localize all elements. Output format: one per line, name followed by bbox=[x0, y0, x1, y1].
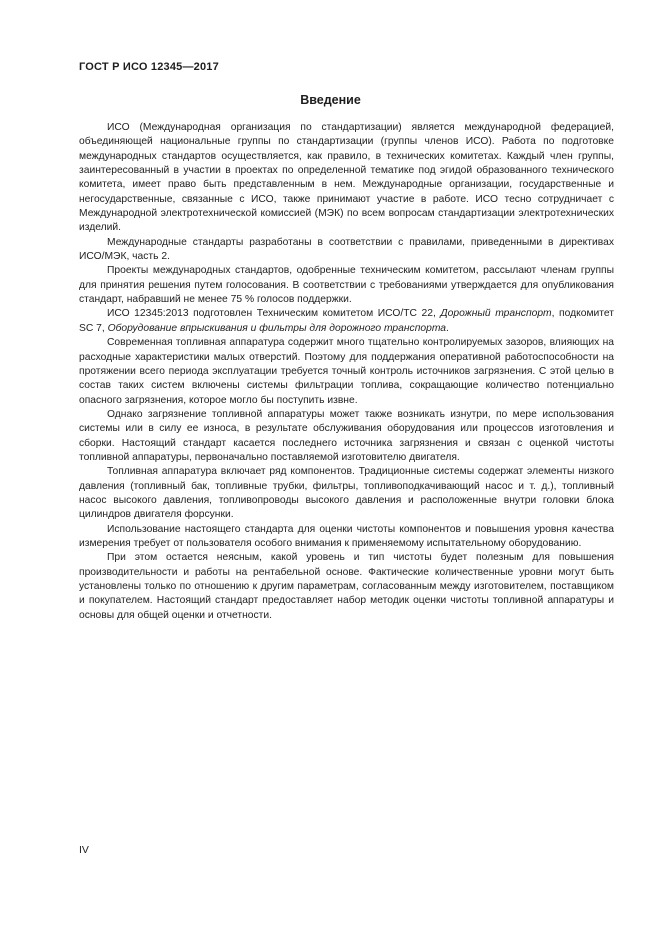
paragraph-committee bbox=[79, 307, 614, 336]
paragraph-voting: Проекты международных стандартов, одобренные техническим комитетом, рассылают членам группы для принятия решения путем голосования. В соответствии с требованиями утверждается для опубликования стандарт, набравший не менее 75 % голосов поддержки. bbox=[79, 265, 614, 306]
subcommittee-name: Оборудование впрыскивания и фильтры для дорожного транспорта bbox=[107, 322, 447, 334]
document-header-code: ГОСТ Р ИСО 12345—2017 bbox=[79, 61, 219, 73]
paragraph-cleanliness-levels: При этом остается неясным, какой уровень и тип чистоты будет полезным для повышения производительности и работы на рентабельной основе. Фактические количественные уровни могут быть установлены только по отношению к другим параметрам, согласованным между изготовителем, поставщиком и покупателем. Настоящий стандарт предоставляет набор методик оценки чистоты топливной аппаратуры и основы для общей оценки и отчетности. bbox=[79, 552, 614, 621]
committee-text-2: , подкомитет SC 7, bbox=[79, 308, 615, 334]
paragraph-iso-overview: ИСО (Международная организация по стандартизации) является международной федерацией, объединяющей национальные группы по стандартизации (группы членов ИСО). Работа по подготовке международных стандартов осуществляется, как правило, в технических комитетах. Каждый член группы, заинтересованный в участии в проектах по определенной тематике под эгидой образованного технического комитета, имеет право быть представленным в нем. Международные организации, государственные и негосударственные, связанные с ИСО, также принимают участие в работе. ИСО тесно сотрудничает с Международной электротехнической комиссией (МЭК) по всем вопросам стандартизации электротехнических изделий. bbox=[79, 122, 614, 234]
committee-text-3: . bbox=[446, 322, 449, 334]
paragraph-internal-contamination: Однако загрязнение топливной аппаратуры может также возникать изнутри, по мере использования системы или в силу ее износа, в результате обслуживания оборудования или процессов изготовления и сборки. Настоящий стандарт касается последнего источника загрязнения и связан с оценкой чистоты топливной аппаратуры, первоначально поставляемой изготовителю двигателя. bbox=[79, 408, 614, 463]
introduction-body bbox=[79, 121, 614, 623]
paragraph-fuel-equipment: Современная топливная аппаратура содержит много тщательно контролируемых зазоров, влияющих на расходные характеристики малых отверстий. Поэтому для поддержания оперативной работоспособности на протяжении всего периода эксплуатации требуется точный контроль источников загрязнения. С этой целью в состав таких систем включены системы фильтрации топлива, сокращающие количество потенциально опасного загрязнения, которое могло бы поступить извне. bbox=[79, 337, 614, 406]
paragraph-components: Топливная аппаратура включает ряд компонентов. Традиционные системы содержат элементы низкого давления (топливный бак, топливные трубки, фильтры, топливоподкачивающий насос и т. д.), топливный насос высокого давления, топливопроводы высокого давления и расположенные внутри головки блока цилиндров двигателя форсунки. bbox=[79, 466, 614, 521]
committee-text-1: ИСО 12345:2013 подготовлен Техническим комитетом ИСО/ТС 22, bbox=[107, 308, 441, 320]
paragraph-usage: Использование настоящего стандарта для оценки чистоты компонентов и повышения уровня качества измерения требует от пользователя особого внимания к применяемому испытательному оборудованию. bbox=[79, 523, 614, 549]
paragraph-directives: Международные стандарты разработаны в соответствии с правилами, приведенными в директивах ИСО/МЭК, часть 2. bbox=[79, 236, 614, 263]
committee-name: Дорожный транспорт bbox=[440, 308, 552, 320]
section-title: Введение bbox=[300, 93, 361, 107]
page-number: IV bbox=[79, 844, 89, 856]
